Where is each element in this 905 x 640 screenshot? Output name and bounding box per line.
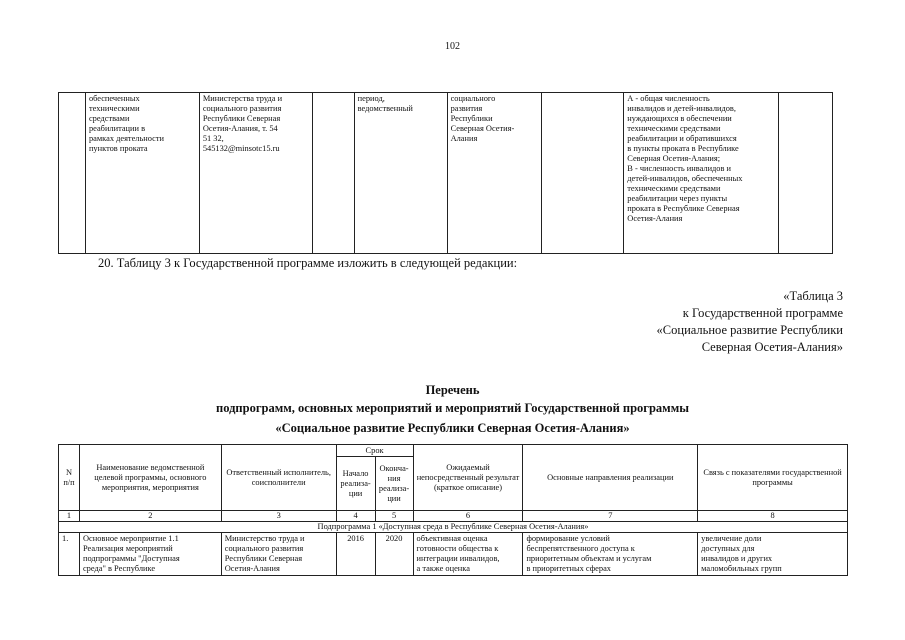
cell-col4 bbox=[312, 93, 354, 254]
paragraph-20: 20. Таблицу 3 к Государственной программе изложить в следующей редакции: bbox=[98, 256, 518, 270]
header-term: Срок bbox=[336, 445, 413, 457]
cell-line: маломобильных групп bbox=[701, 564, 782, 573]
cell-line: Реализация мероприятий bbox=[82, 544, 173, 553]
header-directions: Основные направления реализации bbox=[523, 445, 698, 511]
column-number: 3 bbox=[221, 511, 336, 522]
cell-line: готовности общества к bbox=[416, 544, 499, 553]
cell-line: период, bbox=[357, 94, 385, 103]
header-end: Оконча-ния реализа-ции bbox=[375, 457, 413, 511]
cell-col2 bbox=[85, 93, 199, 254]
program-title: «Социальное развитие Республики Северная Осетия-Алания» bbox=[275, 421, 630, 435]
list-subtitle: подпрограмм, основных мероприятий и мероприятий Государственной программы bbox=[216, 401, 689, 415]
cell-line: инвалидов и детей-инвалидов, bbox=[627, 104, 736, 113]
cell-line: в пункты проката в Республике bbox=[627, 144, 739, 153]
cell-line: приоритетным объектам и услугам bbox=[526, 554, 652, 563]
cell-line: А - общая численность bbox=[627, 94, 710, 103]
cell-col1 bbox=[59, 93, 86, 254]
cell-line: Осетия-Алания bbox=[627, 214, 683, 223]
row-link bbox=[698, 533, 848, 576]
header-num: N п/п bbox=[59, 445, 80, 511]
row-start: 2016 bbox=[336, 533, 375, 576]
cell-line: Республики bbox=[450, 114, 493, 123]
cell-line: обеспеченных bbox=[88, 94, 140, 103]
table-row bbox=[59, 533, 848, 576]
program-list-table bbox=[58, 444, 848, 576]
column-number: 7 bbox=[523, 511, 698, 522]
row-name bbox=[79, 533, 221, 576]
row-end: 2020 bbox=[375, 533, 413, 576]
column-number: 6 bbox=[413, 511, 523, 522]
cell-line: среда" в Республике bbox=[82, 564, 156, 573]
table-caption bbox=[657, 288, 843, 356]
row-result bbox=[413, 533, 523, 576]
cell-line: объективная оценка bbox=[416, 534, 488, 543]
continuation-row bbox=[59, 93, 833, 254]
cell-line: реабилитации и обратившихся bbox=[627, 134, 737, 143]
header-row bbox=[59, 445, 848, 457]
cell-line: пунктов проката bbox=[88, 144, 148, 153]
cell-line: интеграции инвалидов, bbox=[416, 554, 500, 563]
cell-line: формирование условий bbox=[526, 534, 610, 543]
header-result: Ожидаемый непосредственный результат (краткое описание) bbox=[413, 445, 523, 511]
continuation-table bbox=[58, 92, 833, 254]
cell-line: детей-инвалидов, обеспеченных bbox=[627, 174, 743, 183]
cell-line: Республики Северная bbox=[202, 114, 281, 123]
cell-line: В - численность инвалидов и bbox=[627, 164, 732, 173]
page-number: 102 bbox=[445, 41, 460, 52]
caption-line: «Социальное развитие Республики bbox=[656, 323, 843, 337]
list-title: Перечень bbox=[425, 383, 480, 397]
cell-line: увеличение доли bbox=[701, 534, 762, 543]
cell-line: подпрограммы "Доступная bbox=[82, 554, 180, 563]
cell-line: социального bbox=[450, 94, 496, 103]
column-number: 5 bbox=[375, 511, 413, 522]
cell-line: средствами bbox=[88, 114, 130, 123]
cell-line: техническими bbox=[88, 104, 140, 113]
caption-line: «Таблица 3 bbox=[783, 289, 843, 303]
header-name: Наименование ведомственной целевой программы, основного мероприятия, мероприятия bbox=[79, 445, 221, 511]
cell-col6 bbox=[447, 93, 542, 254]
column-number: 8 bbox=[698, 511, 848, 522]
cell-line: техническими средствами bbox=[627, 184, 721, 193]
cell-line: развития bbox=[450, 104, 483, 113]
header-start: Начало реализа-ции bbox=[336, 457, 375, 511]
cell-line: проката в Республике Северная bbox=[627, 204, 740, 213]
column-number-row bbox=[59, 511, 848, 522]
caption-line: к Государственной программе bbox=[682, 306, 843, 320]
cell-line: инвалидов и других bbox=[701, 554, 773, 563]
cell-line: Министерство труда и bbox=[224, 534, 305, 543]
cell-line: нуждающихся в обеспечении bbox=[627, 114, 732, 123]
cell-line: в приоритетных сферах bbox=[526, 564, 611, 573]
cell-line: Министерства труда и bbox=[202, 94, 283, 103]
cell-col3 bbox=[199, 93, 312, 254]
cell-line: рамках деятельности bbox=[88, 134, 165, 143]
cell-line: Северная Осетия-Алания; bbox=[627, 154, 721, 163]
row-directions bbox=[523, 533, 698, 576]
cell-line: Осетия-Алания bbox=[224, 564, 280, 573]
cell-line: Республики Северная bbox=[224, 554, 303, 563]
cell-line: Алания bbox=[450, 134, 478, 143]
cell-line: беспрепятственного доступа к bbox=[526, 544, 635, 553]
cell-line: реабилитации через пункты bbox=[627, 194, 728, 203]
column-number: 2 bbox=[79, 511, 221, 522]
cell-line: Основное мероприятие 1.1 bbox=[82, 534, 179, 543]
cell-line: а также оценка bbox=[416, 564, 470, 573]
subprogram-row bbox=[59, 522, 848, 533]
cell-col9 bbox=[779, 93, 833, 254]
header-executor: Ответственный исполнитель, соисполнители bbox=[221, 445, 336, 511]
cell-col5 bbox=[354, 93, 447, 254]
row-executor bbox=[221, 533, 336, 576]
cell-line: ведомственный bbox=[357, 104, 413, 113]
header-link: Связь с показателями государственной программы bbox=[698, 445, 848, 511]
cell-line: социального развития bbox=[202, 104, 282, 113]
cell-line: Северная Осетия- bbox=[450, 124, 515, 133]
cell-line: Осетия-Алания, т. 54 bbox=[202, 124, 278, 133]
column-number: 4 bbox=[336, 511, 375, 522]
cell-line: 51 32, bbox=[202, 134, 224, 143]
cell-line: 545132@minsotc15.ru bbox=[202, 144, 280, 153]
subprogram-title: Подпрограмма 1 «Доступная среда в Республике Северная Осетия-Алания» bbox=[59, 522, 848, 533]
column-number: 1 bbox=[59, 511, 80, 522]
cell-line: реабилитации в bbox=[88, 124, 146, 133]
cell-col7 bbox=[542, 93, 624, 254]
row-num: 1. bbox=[59, 533, 80, 576]
cell-line: техническими средствами bbox=[627, 124, 721, 133]
cell-line: доступных для bbox=[701, 544, 755, 553]
cell-col8 bbox=[624, 93, 779, 254]
caption-line: Северная Осетия-Алания» bbox=[701, 340, 843, 354]
cell-line: социального развития bbox=[224, 544, 304, 553]
